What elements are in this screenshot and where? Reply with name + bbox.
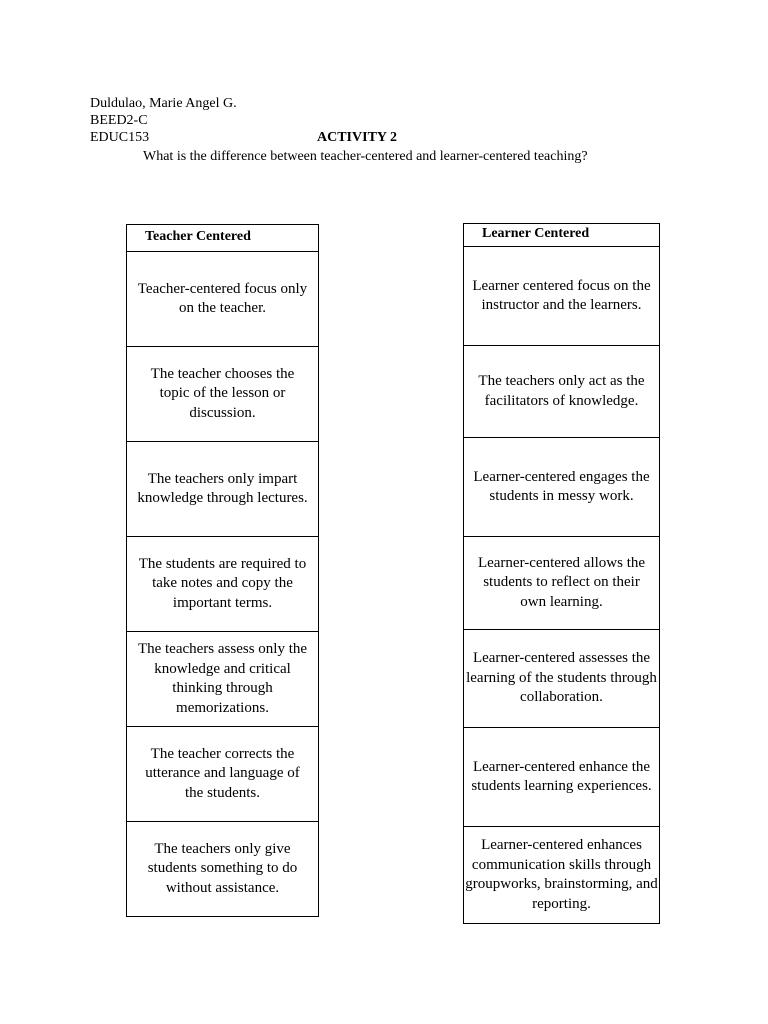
student-name: Duldulao, Marie Angel G.: [90, 96, 237, 111]
course-code: EDUC153: [90, 130, 150, 145]
teacher-centered-text: The teacher chooses the topic of the lesson or discussion.: [150, 365, 295, 421]
learner-centered-column: [463, 223, 660, 924]
teacher-centered-header: Teacher Centered: [126, 224, 319, 252]
teacher-centered-column: [126, 224, 319, 917]
teacher-centered-cell: [126, 822, 319, 917]
teacher-centered-text: The teachers assess only the knowledge and critical thinking through memorizations.: [137, 641, 308, 716]
teacher-centered-text: The teachers only impart knowledge through lectures.: [137, 470, 308, 506]
teacher-centered-cell: [126, 537, 319, 632]
teacher-centered-text: The students are required to take notes and copy the important terms.: [138, 555, 307, 611]
student-section: BEED2-C: [90, 113, 148, 128]
teacher-centered-text: The teachers only give students something to do without assistance.: [147, 840, 298, 896]
learner-centered-cell: [463, 728, 660, 827]
learner-centered-text: Learner-centered enhances communication skills through groupworks, brainstorming, and reporting.: [465, 837, 658, 912]
learner-centered-text: Learner-centered allows the students to reflect on their own learning.: [477, 554, 646, 610]
teacher-centered-cell: [126, 252, 319, 347]
activity-title: ACTIVITY 2: [317, 130, 397, 145]
learner-centered-cell: [463, 346, 660, 438]
learner-centered-cell: [463, 827, 660, 924]
learner-centered-text: Learner-centered assesses the learning of the students through collaboration.: [466, 650, 657, 706]
learner-centered-cell: [463, 630, 660, 728]
learner-centered-cell: [463, 247, 660, 346]
learner-centered-cell: [463, 438, 660, 537]
learner-centered-text: Learner-centered enhance the students learning experiences.: [471, 758, 652, 794]
teacher-centered-cell: [126, 347, 319, 442]
learner-centered-text: Learner centered focus on the instructor and the learners.: [472, 277, 651, 313]
learner-centered-text: The teachers only act as the facilitators of knowledge.: [478, 373, 645, 409]
teacher-centered-cell: [126, 632, 319, 727]
teacher-centered-text: Teacher-centered focus only on the teacher.: [137, 280, 308, 316]
teacher-centered-cell: [126, 442, 319, 537]
activity-question: What is the difference between teacher-centered and learner-centered teaching?: [143, 149, 588, 164]
learner-centered-cell: [463, 537, 660, 630]
learner-centered-text: Learner-centered engages the students in messy work.: [473, 468, 650, 504]
teacher-centered-cell: [126, 727, 319, 822]
teacher-centered-text: The teacher corrects the utterance and language of the students.: [145, 745, 300, 801]
learner-centered-header: Learner Centered: [463, 223, 660, 247]
